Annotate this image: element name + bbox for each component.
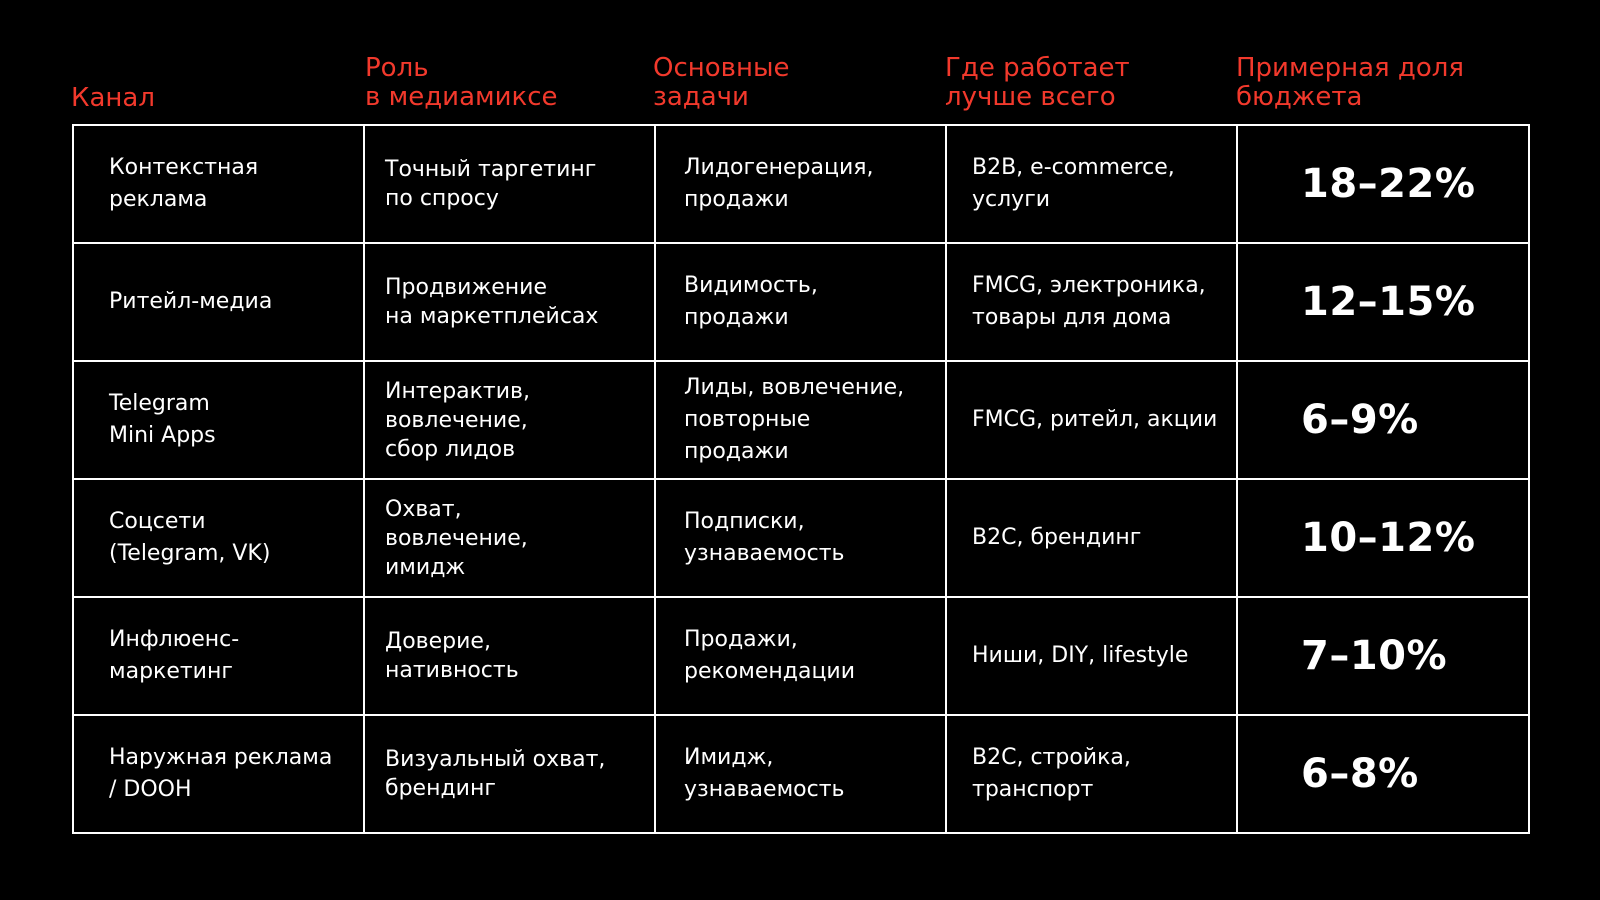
- cell-tasks: Подписки, узнаваемость: [655, 479, 946, 597]
- table-row: [73, 597, 1529, 715]
- cell-channel: Контекстная реклама: [73, 125, 364, 243]
- cell-budget-share: 18–22%: [1237, 125, 1529, 243]
- cell-role: Интерактив, вовлечение, сбор лидов: [364, 361, 655, 479]
- cell-tasks: Продажи, рекомендации: [655, 597, 946, 715]
- column-header-role: Роль в медиамиксе: [365, 53, 558, 112]
- cell-role: Охват, вовлечение, имидж: [364, 479, 655, 597]
- cell-where: B2B, e-commerce, услуги: [946, 125, 1237, 243]
- cell-tasks: Лидогенерация, продажи: [655, 125, 946, 243]
- cell-role: Визуальный охват, брендинг: [364, 715, 655, 833]
- cell-budget-share: 10–12%: [1237, 479, 1529, 597]
- cell-tasks: Имидж, узнаваемость: [655, 715, 946, 833]
- cell-budget-share: 6–8%: [1237, 715, 1529, 833]
- table-row: [73, 125, 1529, 243]
- cell-channel: Наружная реклама / DOOH: [73, 715, 364, 833]
- table-row: [73, 243, 1529, 361]
- cell-where: FMCG, ритейл, акции: [946, 361, 1237, 479]
- cell-role: Точный таргетинг по спросу: [364, 125, 655, 243]
- cell-where: FMCG, электроника, товары для дома: [946, 243, 1237, 361]
- column-header-budget-share: Примерная доля бюджета: [1236, 53, 1465, 112]
- column-header-where: Где работает лучше всего: [945, 53, 1130, 112]
- cell-budget-share: 6–9%: [1237, 361, 1529, 479]
- table-row: [73, 361, 1529, 479]
- cell-channel: Инфлюенс- маркетинг: [73, 597, 364, 715]
- cell-channel: Telegram Mini Apps: [73, 361, 364, 479]
- cell-role: Продвижение на маркетплейсах: [364, 243, 655, 361]
- cell-where: B2C, стройка, транспорт: [946, 715, 1237, 833]
- table-row: [73, 479, 1529, 597]
- cell-where: Ниши, DIY, lifestyle: [946, 597, 1237, 715]
- cell-budget-share: 7–10%: [1237, 597, 1529, 715]
- cell-role: Доверие, нативность: [364, 597, 655, 715]
- media-mix-table: [72, 124, 1530, 834]
- cell-channel: Соцсети (Telegram, VK): [73, 479, 364, 597]
- column-header-channel: Канал: [71, 83, 155, 113]
- cell-budget-share: 12–15%: [1237, 243, 1529, 361]
- cell-tasks: Видимость, продажи: [655, 243, 946, 361]
- cell-tasks: Лиды, вовлечение, повторные продажи: [655, 361, 946, 479]
- table-row: [73, 715, 1529, 833]
- cell-channel: Ритейл-медиа: [73, 243, 364, 361]
- column-header-tasks: Основные задачи: [653, 53, 790, 112]
- cell-where: B2C, брендинг: [946, 479, 1237, 597]
